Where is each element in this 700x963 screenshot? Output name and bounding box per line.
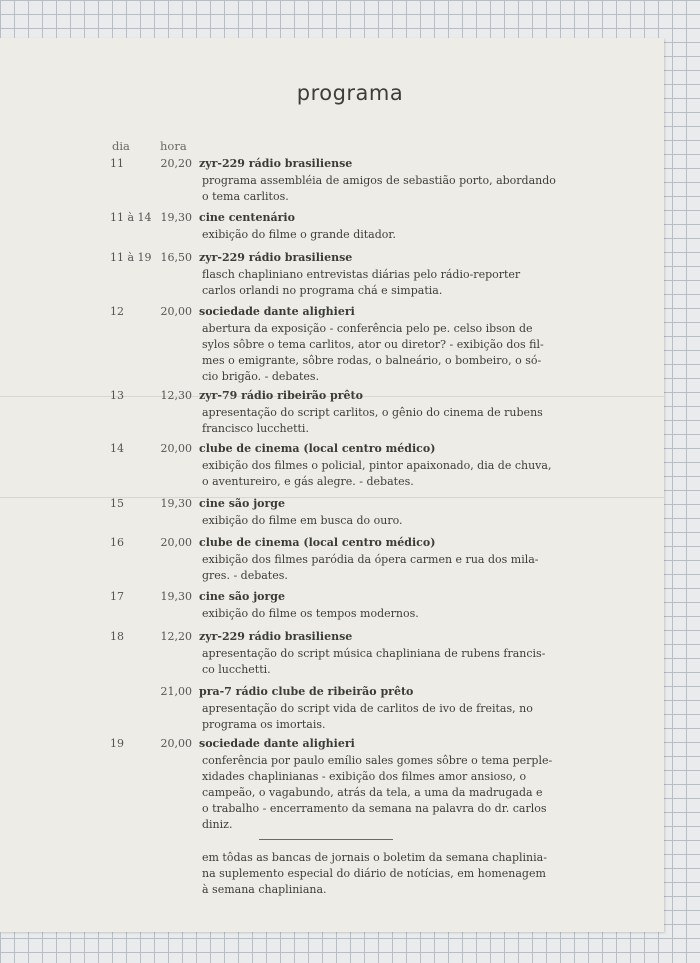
description-line: co lucchetti. bbox=[202, 663, 271, 676]
entry-day: 14 bbox=[110, 442, 124, 455]
entry-description bbox=[202, 173, 590, 205]
entry-description bbox=[202, 753, 590, 833]
entry-venue: cine são jorge bbox=[199, 590, 285, 603]
entry-venue: clube de cinema (local centro médico) bbox=[199, 536, 436, 549]
entry-day: 11 à 19 bbox=[110, 251, 152, 264]
entry-description bbox=[202, 701, 590, 733]
description-line: carlos orlandi no programa chá e simpatia. bbox=[202, 284, 443, 297]
entry-time: 16,50 bbox=[160, 251, 192, 264]
entry-day: 16 bbox=[110, 536, 124, 549]
entry-venue: clube de cinema (local centro médico) bbox=[199, 442, 436, 455]
separator-rule bbox=[259, 839, 393, 840]
entry-time: 20,00 bbox=[160, 737, 192, 750]
entry-description bbox=[202, 267, 590, 299]
entry-description bbox=[202, 227, 590, 243]
entry-description bbox=[202, 458, 590, 490]
entry-venue: zyr-229 rádio brasiliense bbox=[199, 157, 353, 170]
description-line: exibição do filme os tempos modernos. bbox=[202, 607, 419, 620]
description-line: exibição dos filmes o policial, pintor apaixonado, dia de chuva, bbox=[202, 459, 552, 472]
description-line: o aventureiro, e gás alegre. - debates. bbox=[202, 475, 414, 488]
column-header-hora: hora bbox=[160, 139, 187, 153]
footer-line: em tôdas as bancas de jornais o boletim da semana chaplinia- bbox=[202, 851, 547, 864]
entry-time: 19,30 bbox=[160, 590, 192, 603]
entry-day: 17 bbox=[110, 590, 124, 603]
entry-day: 11 à 14 bbox=[110, 211, 152, 224]
description-line: sylos sôbre o tema carlitos, ator ou diretor? - exibição dos fil- bbox=[202, 338, 544, 351]
entry-description bbox=[202, 606, 590, 622]
fold-line bbox=[0, 497, 664, 498]
description-line: exibição dos filmes paródia da ópera carmen e rua dos mila- bbox=[202, 553, 539, 566]
description-line: campeão, o vagabundo, atrás da tela, a uma da madrugada e bbox=[202, 786, 543, 799]
entry-time: 12,20 bbox=[160, 630, 192, 643]
entry-time: 20,00 bbox=[160, 536, 192, 549]
entry-venue: cine são jorge bbox=[199, 497, 285, 510]
description-line: gres. - debates. bbox=[202, 569, 288, 582]
entry-day: 15 bbox=[110, 497, 124, 510]
footer-line: na suplemento especial do diário de notícias, em homenagem bbox=[202, 867, 546, 880]
entry-day: 13 bbox=[110, 389, 124, 402]
entry-day: 11 bbox=[110, 157, 124, 170]
description-line: apresentação do script vida de carlitos de ivo de freitas, no bbox=[202, 702, 533, 715]
entry-venue: pra-7 rádio clube de ribeirão prêto bbox=[199, 685, 414, 698]
description-line: exibição do filme em busca do ouro. bbox=[202, 514, 403, 527]
entry-venue: zyr-79 rádio ribeirão prêto bbox=[199, 389, 363, 402]
description-line: mes o emigrante, sôbre rodas, o balneário, o bombeiro, o só- bbox=[202, 354, 542, 367]
entry-venue: sociedade dante alighieri bbox=[199, 305, 355, 318]
description-line: flasch chapliniano entrevistas diárias pelo rádio-reporter bbox=[202, 268, 521, 281]
entry-time: 19,30 bbox=[160, 211, 192, 224]
entry-venue: sociedade dante alighieri bbox=[199, 737, 355, 750]
column-header-dia: dia bbox=[112, 139, 130, 153]
page-title: programa bbox=[296, 81, 404, 105]
description-line: francisco lucchetti. bbox=[202, 422, 309, 435]
entry-time: 20,20 bbox=[160, 157, 192, 170]
entry-day: 18 bbox=[110, 630, 124, 643]
entry-description bbox=[202, 321, 590, 385]
entry-time: 20,00 bbox=[160, 305, 192, 318]
description-line: programa os imortais. bbox=[202, 718, 326, 731]
entry-day: 12 bbox=[110, 305, 124, 318]
description-line: exibição do filme o grande ditador. bbox=[202, 228, 396, 241]
entry-venue: zyr-229 rádio brasiliense bbox=[199, 251, 353, 264]
entry-time: 20,00 bbox=[160, 442, 192, 455]
footer-line: à semana chapliniana. bbox=[202, 883, 327, 896]
entry-description bbox=[202, 405, 590, 437]
entry-description bbox=[202, 552, 590, 584]
description-line: apresentação do script carlitos, o gênio do cinema de rubens bbox=[202, 406, 543, 419]
description-line: cio brigão. - debates. bbox=[202, 370, 320, 383]
entry-venue: zyr-229 rádio brasiliense bbox=[199, 630, 353, 643]
entry-time: 12,30 bbox=[160, 389, 192, 402]
description-line: xidades chaplinianas - exibição dos filmes amor ansioso, o bbox=[202, 770, 527, 783]
entry-time: 21,00 bbox=[160, 685, 192, 698]
description-line: abertura da exposição - conferência pelo pe. celso ibson de bbox=[202, 322, 533, 335]
description-line: conferência por paulo emílio sales gomes sôbre o tema perple- bbox=[202, 754, 553, 767]
entry-time: 19,30 bbox=[160, 497, 192, 510]
entry-day: 19 bbox=[110, 737, 124, 750]
description-line: diniz. bbox=[202, 818, 233, 831]
description-line: apresentação do script música chapliniana de rubens francis- bbox=[202, 647, 546, 660]
description-line: o trabalho - encerramento da semana na palavra do dr. carlos bbox=[202, 802, 547, 815]
entry-venue: cine centenário bbox=[199, 211, 295, 224]
footer-note bbox=[202, 850, 592, 898]
description-line: programa assembléia de amigos de sebastião porto, abordando bbox=[202, 174, 556, 187]
entry-description bbox=[202, 513, 590, 529]
description-line: o tema carlitos. bbox=[202, 190, 289, 203]
entry-description bbox=[202, 646, 590, 678]
